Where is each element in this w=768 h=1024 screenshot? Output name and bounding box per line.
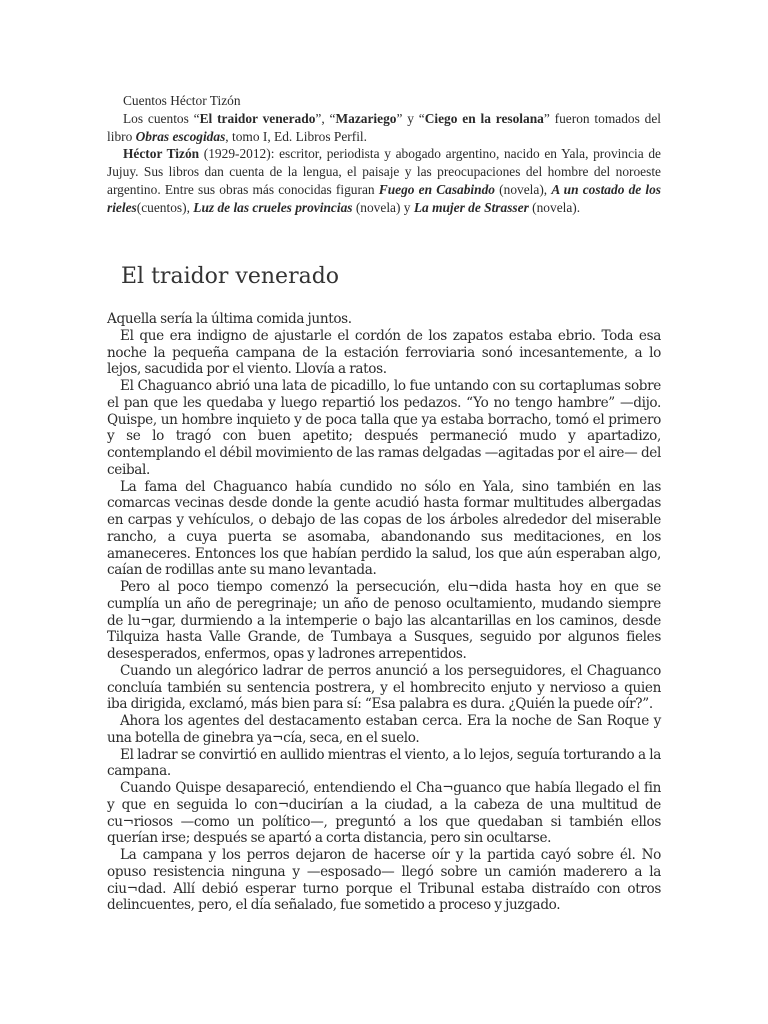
story-paragraph: El que era indigno de ajustarle el cordón de los zapatos estaba ebrio. Toda esa noche la pequeña campana de la estación ferroviaria sonó incesantemente, a lo lejos, sacudida por el viento. Llovía a ratos. xyxy=(107,327,661,378)
story-paragraph: El ladrar se convirtió en aullido mientras el viento, a lo lejos, seguía torturando a la campana. xyxy=(107,746,661,780)
intro-section xyxy=(107,92,661,217)
story-paragraph: La fama del Chaguanco había cundido no sólo en Yala, sino también en las comarcas vecinas desde donde la gente acudió hasta formar multitudes albergadas en carpas y vehículos, o debajo de las copas de los árboles alrededor del miserable rancho, a cuya puerta se asomaba, abandonando sus meditaciones, en los amaneceres. Entonces los que habían perdido la salud, los que aún esperaban algo, caían de rodillas ante su mano levantada. xyxy=(107,478,661,579)
text-run: (1929-2012): escritor, periodista y abogado argentino, nacido en Yala, provincia de Jujuy. Sus libros dan cuenta de la lengua, el paisaje y las preocupaciones del hombre del noroeste argentino. Entre sus obras más conocidas figuran xyxy=(107,146,661,197)
intro-author-paragraph xyxy=(107,145,661,216)
story-title-ref-3: Ciego en la resolana xyxy=(424,110,544,126)
story-paragraph: Aquella sería la última comida juntos. xyxy=(107,311,352,327)
text-run: Los cuentos “ xyxy=(123,110,200,126)
intro-source-paragraph xyxy=(107,110,661,146)
work-title-2: A un costado de los rieles xyxy=(107,181,661,215)
story-paragraph: Cuando un alegórico ladrar de perros anunció a los perseguidores, el Chaguanco concluía también su sentencia postrera, y el hombrecito enjuto y nervioso a quien iba dirigida, exclamó, más bien para sí: “Esa palabra es dura. ¿Quién la puede oír?”. xyxy=(107,662,661,713)
story-paragraph: Pero al poco tiempo comenzó la persecución, elu¬dida hasta hoy en que se cumplía un año de peregrinaje; un año de penoso ocultamiento, mudando siempre de lu¬gar, durmiendo a la intemperie o bajo las alcantarillas en los caminos, desde Tilquiza hasta Valle Grande, de Tumbaya a Susques, seguido por algunos fieles desesperados, enfermos, opas y ladrones arrepentidos. xyxy=(107,579,661,662)
story-body xyxy=(107,311,661,914)
story-title-ref-1: El traidor venerado xyxy=(199,110,316,126)
text-run: (novela), xyxy=(495,181,552,197)
story-paragraph: El Chaguanco abrió una lata de picadillo, lo fue untando con su cortaplumas sobre el pan que les quedaba y luego repartió los pedazos. “Yo no tengo hambre” —dijo. Quispe, un hombre inquieto y de poca talla que ya estaba borracho, tomó el primero y se lo tragó con buen apetito; después permaneció mudo y apartadizo, contemplando el débil movimiento de las ramas delgadas —agitadas por el aire— del ceibal. xyxy=(107,378,661,478)
book-title: Obras escogidas xyxy=(135,128,226,144)
author-name: Héctor Tizón xyxy=(123,146,200,162)
text-run: (novela). xyxy=(528,199,581,215)
story-paragraph: Ahora los agentes del destacamento estaban cerca. Era la noche de San Roque y una botella de ginebra ya¬cía, seca, en el suelo. xyxy=(107,713,661,746)
work-title-4: La mujer de Strasser xyxy=(413,199,529,215)
work-title-1: Fuego en Casabindo xyxy=(378,181,495,197)
story-paragraph: Cuando Quispe desapareció, entendiendo el Cha¬guanco que había llegado el fin y que en seguida lo con¬ducirían a la ciudad, a la cabeza de una multitud de cu¬riosos —como un político—, preguntó a los que quedaban si también ellos querían irse; después se apartó a corta distancia, pero sin ocultarse. xyxy=(107,780,661,847)
story-title-ref-2: Mazariego xyxy=(335,110,397,126)
text-run: , tomo I, Ed. Libros Perfil. xyxy=(225,128,367,144)
work-title-3: Luz de las crueles provincias xyxy=(193,199,353,215)
story-paragraph: La campana y los perros dejaron de hacerse oír y la partida cayó sobre él. No opuso resistencia ninguna y —esposado— llegó sobre un camión maderero a la ciu¬dad. Allí debió esperar turno porque el Tribunal estaba distraído con otros delincuentes, pero, el día señalado, fue sometido a proceso y juzgado. xyxy=(107,847,661,914)
text-run: (novela) y xyxy=(352,199,414,215)
text-run: ” y “ xyxy=(396,110,425,126)
text-run: ” fueron tomados del libro xyxy=(107,110,661,144)
text-run: (cuentos), xyxy=(136,199,194,215)
intro-header: Cuentos Héctor Tizón xyxy=(123,93,241,108)
text-run: ”, “ xyxy=(315,110,336,126)
story-title: El traidor venerado xyxy=(121,264,340,289)
